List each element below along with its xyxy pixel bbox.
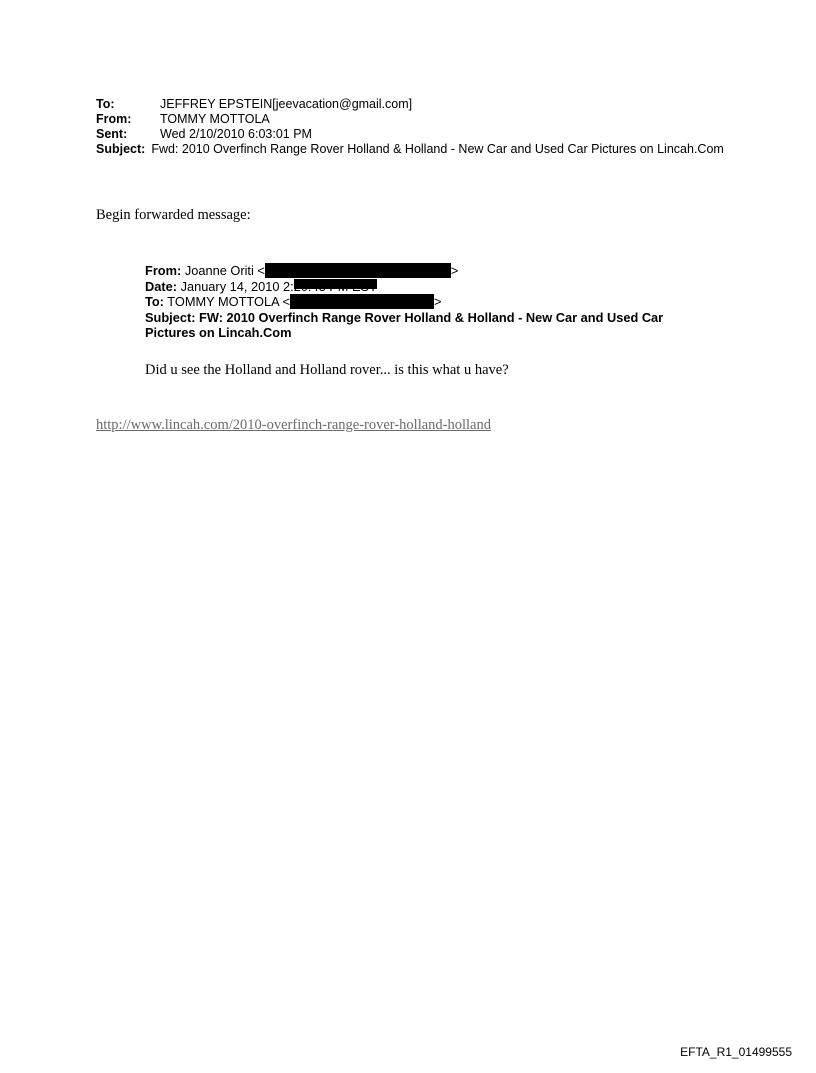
begin-forwarded-text: Begin forwarded message: <box>96 207 251 223</box>
email-header <box>96 97 736 157</box>
forwarded-header <box>145 263 685 341</box>
subject-value: Fwd: 2010 Overfinch Range Rover Holland & Holland - New Car and Used Car Pictures on Lincah.Com <box>151 142 724 156</box>
lincah-link[interactable]: http://www.lincah.com/2010-overfinch-range-rover-holland-holland <box>96 417 491 433</box>
to-value: JEFFREY EPSTEIN[jeevacation@gmail.com] <box>160 97 413 111</box>
from-label: From: <box>96 112 132 126</box>
fwd-from-value: Joanne Oriti < <box>184 263 265 278</box>
redaction-bar <box>290 294 434 309</box>
header-to-row <box>96 97 736 112</box>
to-label: To: <box>96 97 115 111</box>
header-subject-row <box>96 142 736 157</box>
fwd-to-value: TOMMY MOTTOLA < <box>167 294 290 309</box>
fwd-date-row <box>145 279 685 295</box>
fwd-from-row <box>145 263 685 279</box>
fwd-date-redacted-part <box>294 279 377 295</box>
from-value: TOMMY MOTTOLA <box>160 112 270 126</box>
fwd-date-label: Date: <box>145 278 177 294</box>
sent-value: Wed 2/10/2010 6:03:01 PM <box>160 127 312 141</box>
fwd-to-close: > <box>433 294 442 309</box>
message-body: Did u see the Holland and Holland rover... is this what u have? <box>145 362 509 378</box>
fwd-subject-label: Subject: <box>145 309 196 325</box>
sent-label: Sent: <box>96 127 128 141</box>
subject-label: Subject: <box>96 142 146 156</box>
fwd-to-row <box>145 294 685 310</box>
redaction-bar <box>294 279 377 289</box>
fwd-subject-value: FW: 2010 Overfinch Range Rover Holland & Holland - New Car and Used Car Pictures on Lincah.Com <box>145 309 664 340</box>
header-sent-row <box>96 127 736 142</box>
header-from-row <box>96 112 736 127</box>
redaction-bar <box>265 263 451 278</box>
fwd-to-label: To: <box>145 294 164 309</box>
fwd-from-close: > <box>450 263 459 278</box>
fwd-subject-row <box>145 310 665 341</box>
fwd-date-value: January 14, 2010 2: <box>180 278 294 294</box>
fwd-from-label: From: <box>145 263 182 278</box>
document-id: EFTA_R1_01499555 <box>680 1045 792 1059</box>
